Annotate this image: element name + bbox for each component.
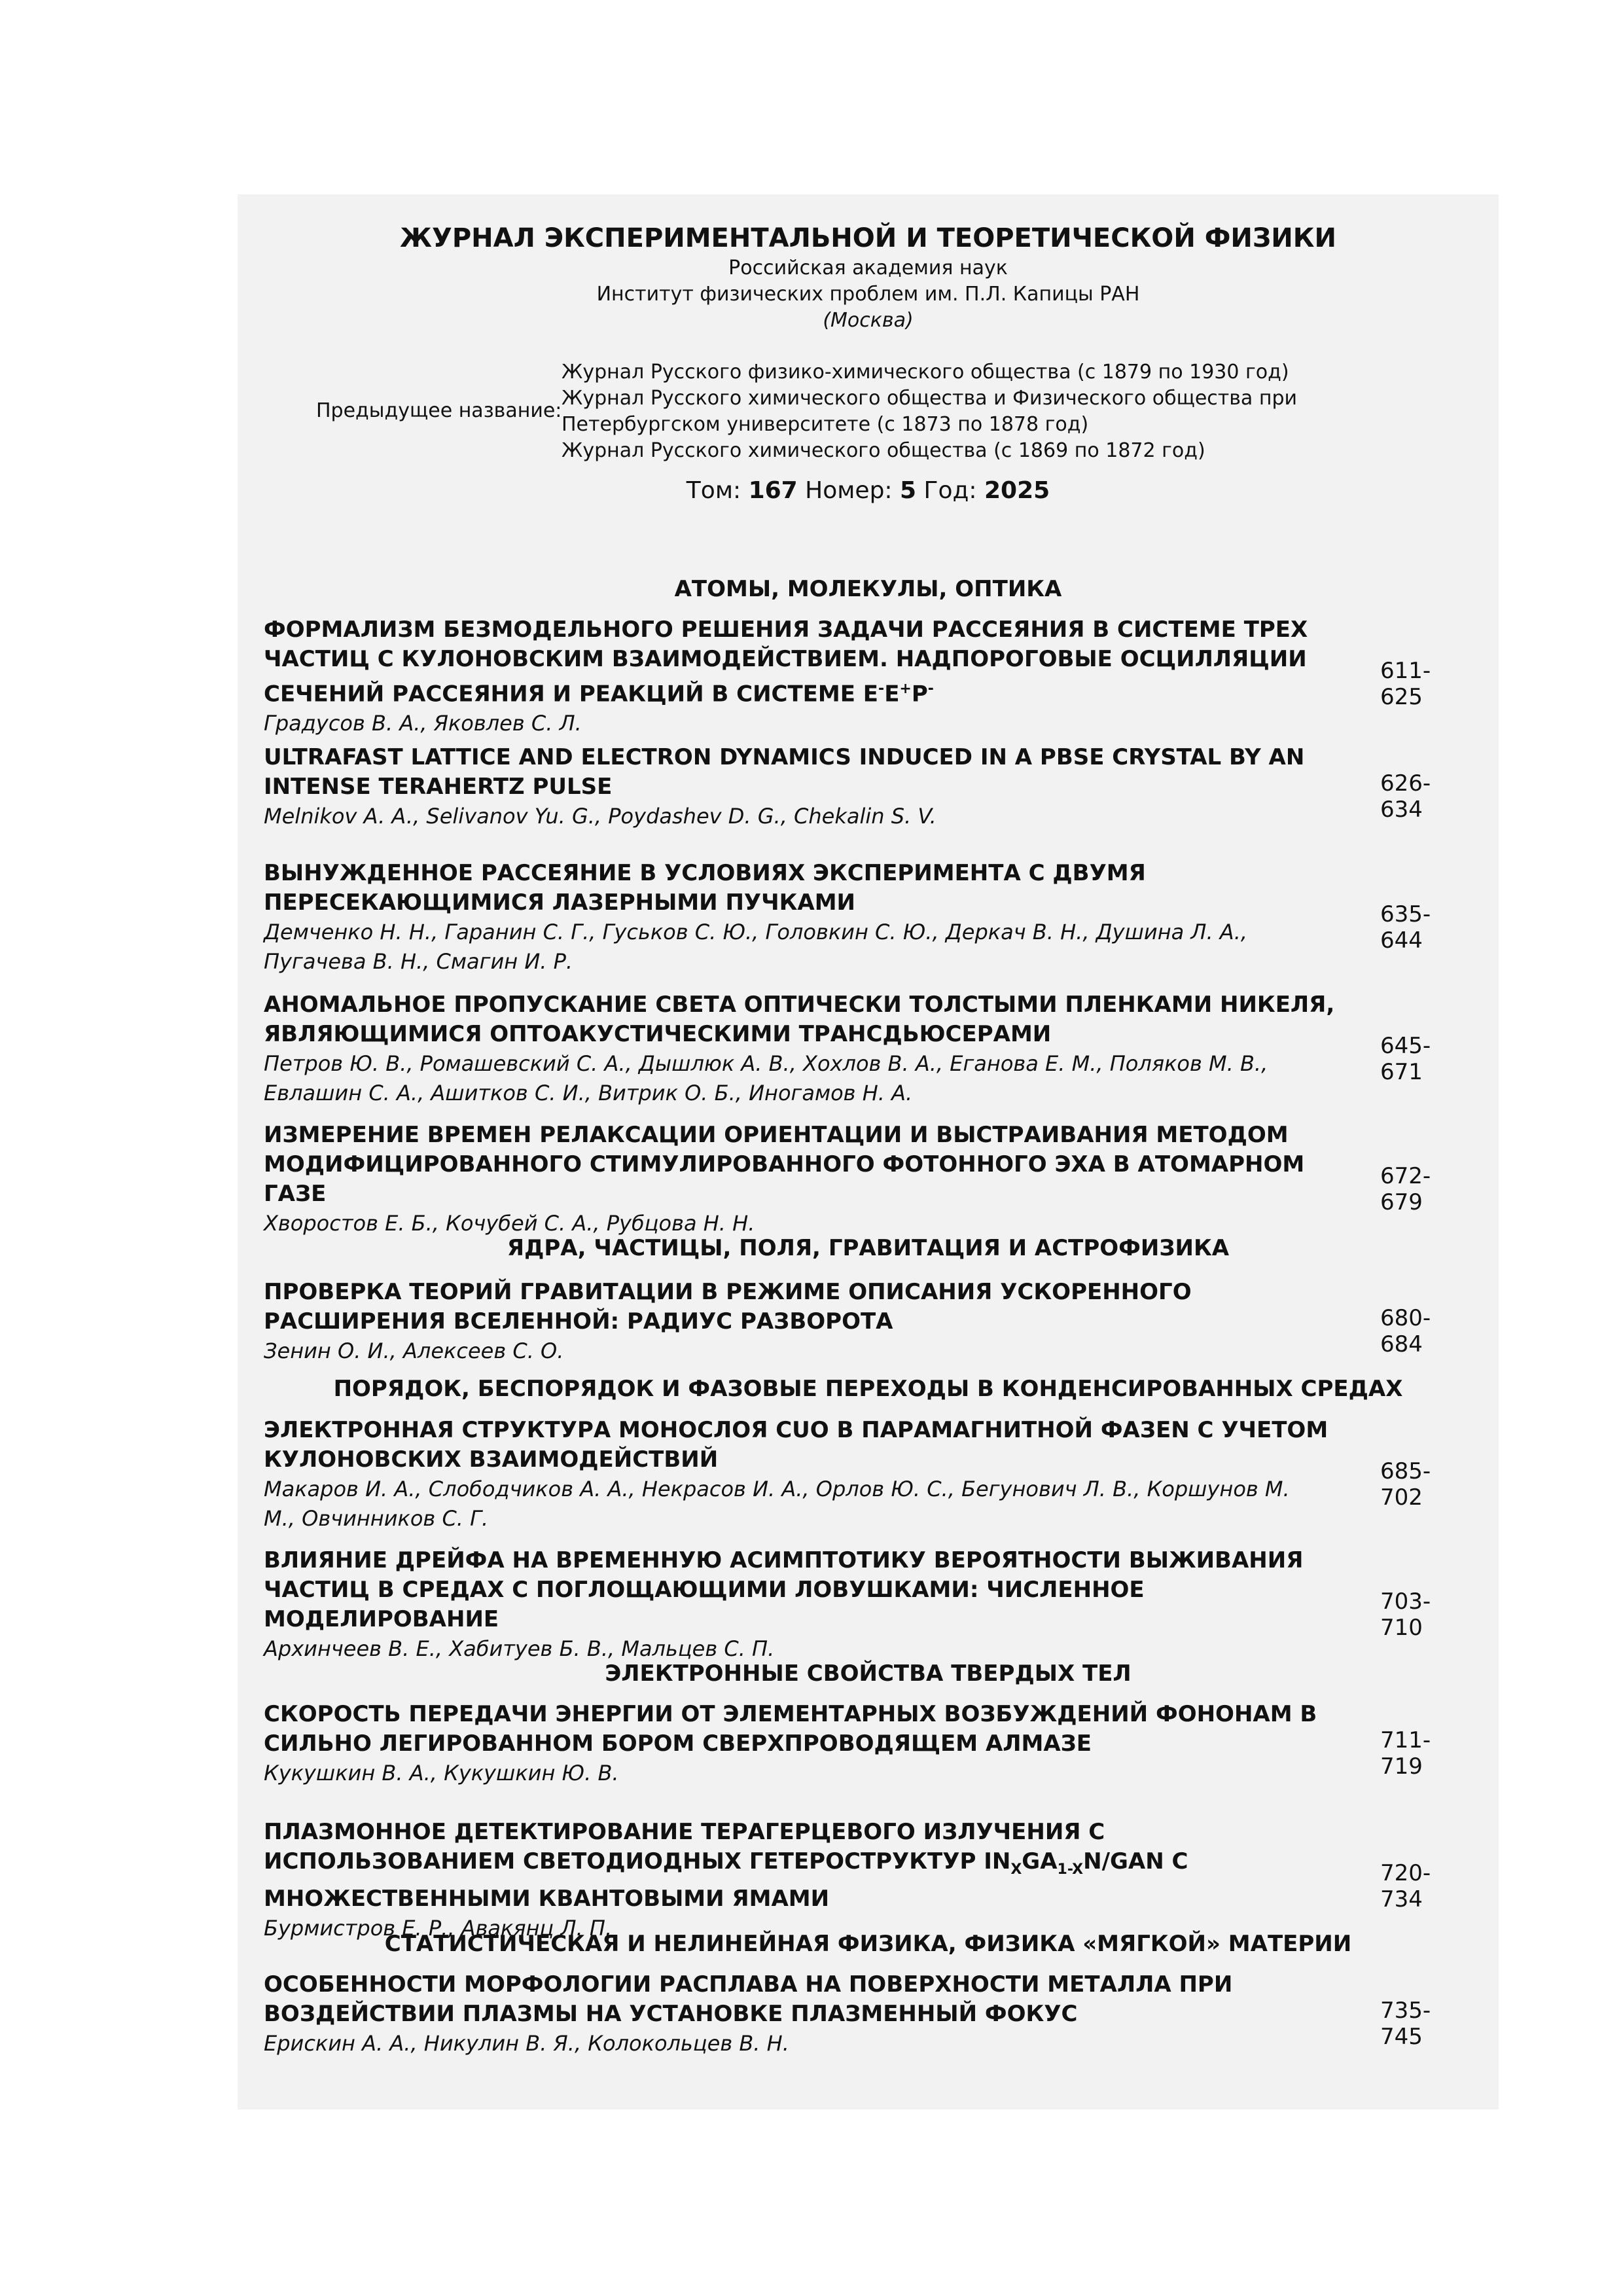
section-heading: СТАТИСТИЧЕСКАЯ И НЕЛИНЕЙНАЯ ФИЗИКА, ФИЗИКА «МЯГКОЙ» МАТЕРИИ: [384, 1931, 1352, 1957]
article-entry[interactable]: [264, 1818, 1442, 1943]
article-authors: Зенин О. И., Алексеев С. О.: [264, 1338, 564, 1363]
publisher: Российская академия наук: [728, 257, 1008, 279]
article-title[interactable]: ОСОБЕННОСТИ МОРФОЛОГИИ РАСПЛАВА НА ПОВЕРХНОСТИ МЕТАЛЛА ПРИ ВОЗДЕЙСТВИИ ПЛАЗМЫ НА УСТАНОВКЕ ПЛАЗМЕННЫЙ ФОКУС: [264, 1971, 1233, 2027]
article-entry[interactable]: [264, 615, 1442, 738]
institute: Институт физических проблем им. П.Л. Капицы РАН: [596, 283, 1140, 306]
article-authors: Петров Ю. В., Ромашевский С. А., Дышлюк А. В., Хохлов В. А., Еганова Е. М., Поляков М. В., Евлашин С. А., Ашитков С. И., Витрик О. Б., Иногамов Н. А.: [264, 1051, 1268, 1105]
page-range: 626-634: [1380, 770, 1431, 823]
article-title[interactable]: ПРОВЕРКА ТЕОРИЙ ГРАВИТАЦИИ В РЕЖИМЕ ОПИСАНИЯ УСКОРЕННОГО РАСШИРЕНИЯ ВСЕЛЕННОЙ: РАДИУС РАЗВОРОТА: [264, 1279, 1192, 1335]
page-range: 611-625: [1380, 658, 1431, 710]
contents-panel: [238, 194, 1499, 2109]
page-range: 720-734: [1380, 1860, 1431, 1912]
page-range: 680-684: [1380, 1305, 1431, 1357]
article-entry[interactable]: [264, 990, 1442, 1108]
section-heading: АТОМЫ, МОЛЕКУЛЫ, ОПТИКА: [674, 576, 1062, 602]
article-authors: Ерискин А. А., Никулин В. Я., Колокольцев В. Н.: [264, 2031, 789, 2056]
number-value: 5: [900, 477, 917, 504]
article-authors: Макаров И. А., Слободчиков А. А., Некрасов И. А., Орлов Ю. С., Бегунович Л. В., Коршунов М. М., Овчинников С. Г.: [264, 1477, 1290, 1531]
volume-value: 167: [748, 477, 798, 504]
previous-names: [562, 359, 1347, 464]
journal-title: ЖУРНАЛ ЭКСПЕРИМЕНТАЛЬНОЙ И ТЕОРЕТИЧЕСКОЙ ФИЗИКИ: [400, 223, 1336, 253]
city: (Москва): [823, 309, 914, 332]
page-range: 703-710: [1380, 1588, 1431, 1641]
article-title[interactable]: ЭЛЕКТРОННАЯ СТРУКТУРА МОНОСЛОЯ CUO В ПАРАМАГНИТНОЙ ФАЗЕN С УЧЕТОМ КУЛОНОВСКИХ ВЗАИМОДЕЙСТВИЙ: [264, 1417, 1329, 1473]
previous-name-line: Журнал Русского химического общества (с 1869 по 1872 год): [562, 439, 1205, 462]
page-range: 685-702: [1380, 1458, 1431, 1511]
year-value: 2025: [984, 477, 1050, 504]
article-entry[interactable]: [264, 1970, 1442, 2058]
article-title[interactable]: СКОРОСТЬ ПЕРЕДАЧИ ЭНЕРГИИ ОТ ЭЛЕМЕНТАРНЫХ ВОЗБУЖДЕНИЙ ФОНОНАМ В СИЛЬНО ЛЕГИРОВАННОМ БОРОМ СВЕРХПРОВОДЯЩЕМ АЛМАЗЕ: [264, 1701, 1317, 1757]
article-title[interactable]: ПЛАЗМОННОЕ ДЕТЕКТИРОВАНИЕ ТЕРАГЕРЦЕВОГО ИЗЛУЧЕНИЯ С ИСПОЛЬЗОВАНИЕМ СВЕТОДИОДНЫХ ГЕТЕРОСТРУКТУР $IN_XGA_{1-X}N$/GAN С МНОЖЕСТВЕННЫМИ КВАНТОВЫМИ ЯМАМИ: [264, 1819, 1188, 1912]
previous-name-line: Журнал Русского химического общества и Физического общества при: [562, 387, 1298, 410]
page-range: 711-719: [1380, 1727, 1431, 1780]
number-label: Номер:: [805, 477, 893, 504]
article-authors: Градусов В. А., Яковлев С. Л.: [264, 711, 582, 736]
article-authors: Кукушкин В. А., Кукушкин Ю. В.: [264, 1761, 619, 1785]
section-heading: ПОРЯДОК, БЕСПОРЯДОК И ФАЗОВЫЕ ПЕРЕХОДЫ В КОНДЕНСИРОВАННЫХ СРЕДАХ: [333, 1376, 1403, 1402]
section-heading: ЯДРА, ЧАСТИЦЫ, ПОЛЯ, ГРАВИТАЦИЯ И АСТРОФИЗИКА: [507, 1235, 1230, 1261]
volume-label: Том:: [686, 477, 741, 504]
page-range: 645-671: [1380, 1033, 1431, 1085]
issue-info: [238, 477, 1499, 504]
previous-name-label: Предыдущее название:: [316, 399, 562, 422]
article-entry[interactable]: [264, 743, 1442, 831]
article-entry[interactable]: [264, 1416, 1442, 1534]
previous-name-line: Петербургском университете (с 1873 по 1878 год): [562, 413, 1089, 436]
article-entry[interactable]: [264, 1278, 1442, 1366]
article-title[interactable]: ФОРМАЛИЗМ БЕЗМОДЕЛЬНОГО РЕШЕНИЯ ЗАДАЧИ РАССЕЯНИЯ В СИСТЕМЕ ТРЕХ ЧАСТИЦ С КУЛОНОВСКИМ ВЗАИМОДЕЙСТВИЕМ. НАДПОРОГОВЫЕ ОСЦИЛЛЯЦИИ СЕЧЕНИЙ РАССЕЯНИЯ И РЕАКЦИЙ В СИСТЕМЕ E-E+P-: [264, 617, 1308, 708]
article-title[interactable]: ВЛИЯНИЕ ДРЕЙФА НА ВРЕМЕННУЮ АСИМПТОТИКУ ВЕРОЯТНОСТИ ВЫЖИВАНИЯ ЧАСТИЦ В СРЕДАХ С ПОГЛОЩАЮЩИМИ ЛОВУШКАМИ: ЧИСЛЕННОЕ МОДЕЛИРОВАНИЕ: [264, 1547, 1304, 1632]
article-authors: Хворостов Е. Б., Кочубей С. А., Рубцова Н. Н.: [264, 1211, 755, 1236]
page-range: 635-644: [1380, 901, 1431, 954]
article-authors: Бурмистров Е. Р., Авакянц Л. П.: [264, 1915, 613, 1941]
article-title[interactable]: АНОМАЛЬНОЕ ПРОПУСКАНИЕ СВЕТА ОПТИЧЕСКИ ТОЛСТЫМИ ПЛЕНКАМИ НИКЕЛЯ, ЯВЛЯЮЩИМИСЯ ОПТОАКУСТИЧЕСКИМИ ТРАНСДЬЮСЕРАМИ: [264, 992, 1335, 1047]
article-entry[interactable]: [264, 859, 1442, 977]
page-range: 735-745: [1380, 1998, 1431, 2050]
page-range: 672-679: [1380, 1163, 1431, 1215]
article-entry[interactable]: [264, 1546, 1442, 1664]
article-entry[interactable]: [264, 1121, 1442, 1238]
year-label: Год:: [923, 477, 977, 504]
article-entry[interactable]: [264, 1700, 1442, 1788]
article-title[interactable]: ИЗМЕРЕНИЕ ВРЕМЕН РЕЛАКСАЦИИ ОРИЕНТАЦИИ И ВЫСТРАИВАНИЯ МЕТОДОМ МОДИФИЦИРОВАННОГО СТИМУЛИРОВАННОГО ФОТОННОГО ЭХА В АТОМАРНОМ ГАЗЕ: [264, 1122, 1305, 1207]
article-authors: Архинчеев В. Е., Хабитуев Б. В., Мальцев С. П.: [264, 1636, 775, 1661]
section-heading: ЭЛЕКТРОННЫЕ СВОЙСТВА ТВЕРДЫХ ТЕЛ: [605, 1660, 1132, 1687]
article-title[interactable]: ULTRAFAST LATTICE AND ELECTRON DYNAMICS INDUCED IN A PBSE CRYSTAL BY AN INTENSE TERAHERTZ PULSE: [264, 744, 1305, 800]
article-authors: Демченко Н. Н., Гаранин С. Г., Гуськов С. Ю., Головкин С. Ю., Деркач В. Н., Душина Л. А., Пугачева В. Н., Смагин И. Р.: [264, 920, 1248, 974]
article-title[interactable]: ВЫНУЖДЕННОЕ РАССЕЯНИЕ В УСЛОВИЯХ ЭКСПЕРИМЕНТА С ДВУМЯ ПЕРЕСЕКАЮЩИМИСЯ ЛАЗЕРНЫМИ ПУЧКАМИ: [264, 860, 1146, 916]
article-authors: Melnikov A. A., Selivanov Yu. G., Poydashev D. G., Chekalin S. V.: [264, 804, 936, 829]
previous-name-line: Журнал Русского физико-химического общества (с 1879 по 1930 год): [562, 361, 1289, 384]
